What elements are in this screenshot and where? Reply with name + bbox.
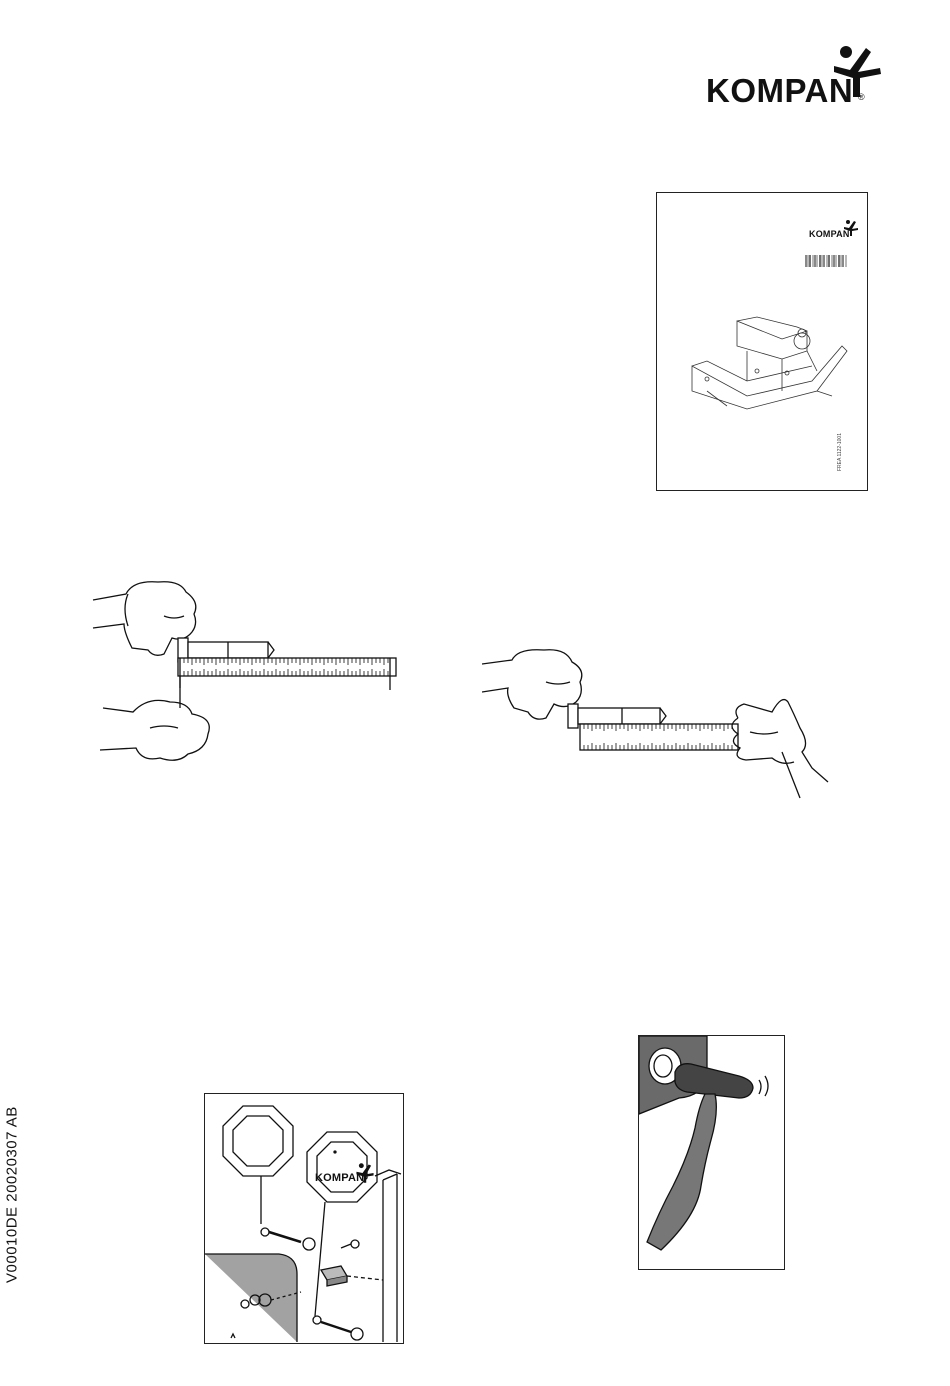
kompan-logo — [700, 48, 890, 108]
hammer-drawing — [639, 1036, 783, 1268]
barcode-icon — [805, 255, 847, 267]
bolt-measure-illustration-right — [482, 648, 832, 800]
assembly-illustration — [204, 1093, 404, 1344]
ruler-icon — [178, 658, 396, 690]
document-code: V00010DE 20020307 AB — [3, 1106, 21, 1283]
hammer-illustration — [638, 1035, 785, 1270]
booklet-logo-text: KOMPAN — [809, 229, 850, 239]
registered-mark: ® — [858, 92, 865, 102]
logo-cap-octagon-icon — [307, 1132, 377, 1316]
assembly-logo-figure-icon — [355, 1162, 375, 1184]
bracket-icon — [321, 1266, 383, 1286]
glove-hand-icon-right — [732, 700, 828, 798]
bolt-measure-illustration-left — [88, 578, 406, 778]
bolt-screw-icon — [261, 1228, 359, 1250]
assembly-sign-logo-text: KOMPAN — [315, 1172, 365, 1184]
lower-bolt-icon — [313, 1316, 363, 1340]
glove-hand-icon-left — [482, 650, 582, 719]
glove-hand-icon-lower — [100, 676, 209, 760]
plain-cap-octagon-icon — [223, 1106, 293, 1224]
logo-text: KOMPAN — [706, 72, 854, 109]
assembly-drawing — [205, 1094, 402, 1342]
product-line-drawing — [687, 311, 852, 411]
booklet-code: FREA 1122-1001 — [837, 433, 843, 471]
booklet-logo-figure-icon — [843, 219, 859, 237]
manual-booklet-illustration — [656, 192, 868, 491]
post-icon — [375, 1170, 401, 1342]
panel-icon — [205, 1254, 301, 1342]
impact-lines-icon — [759, 1076, 768, 1096]
